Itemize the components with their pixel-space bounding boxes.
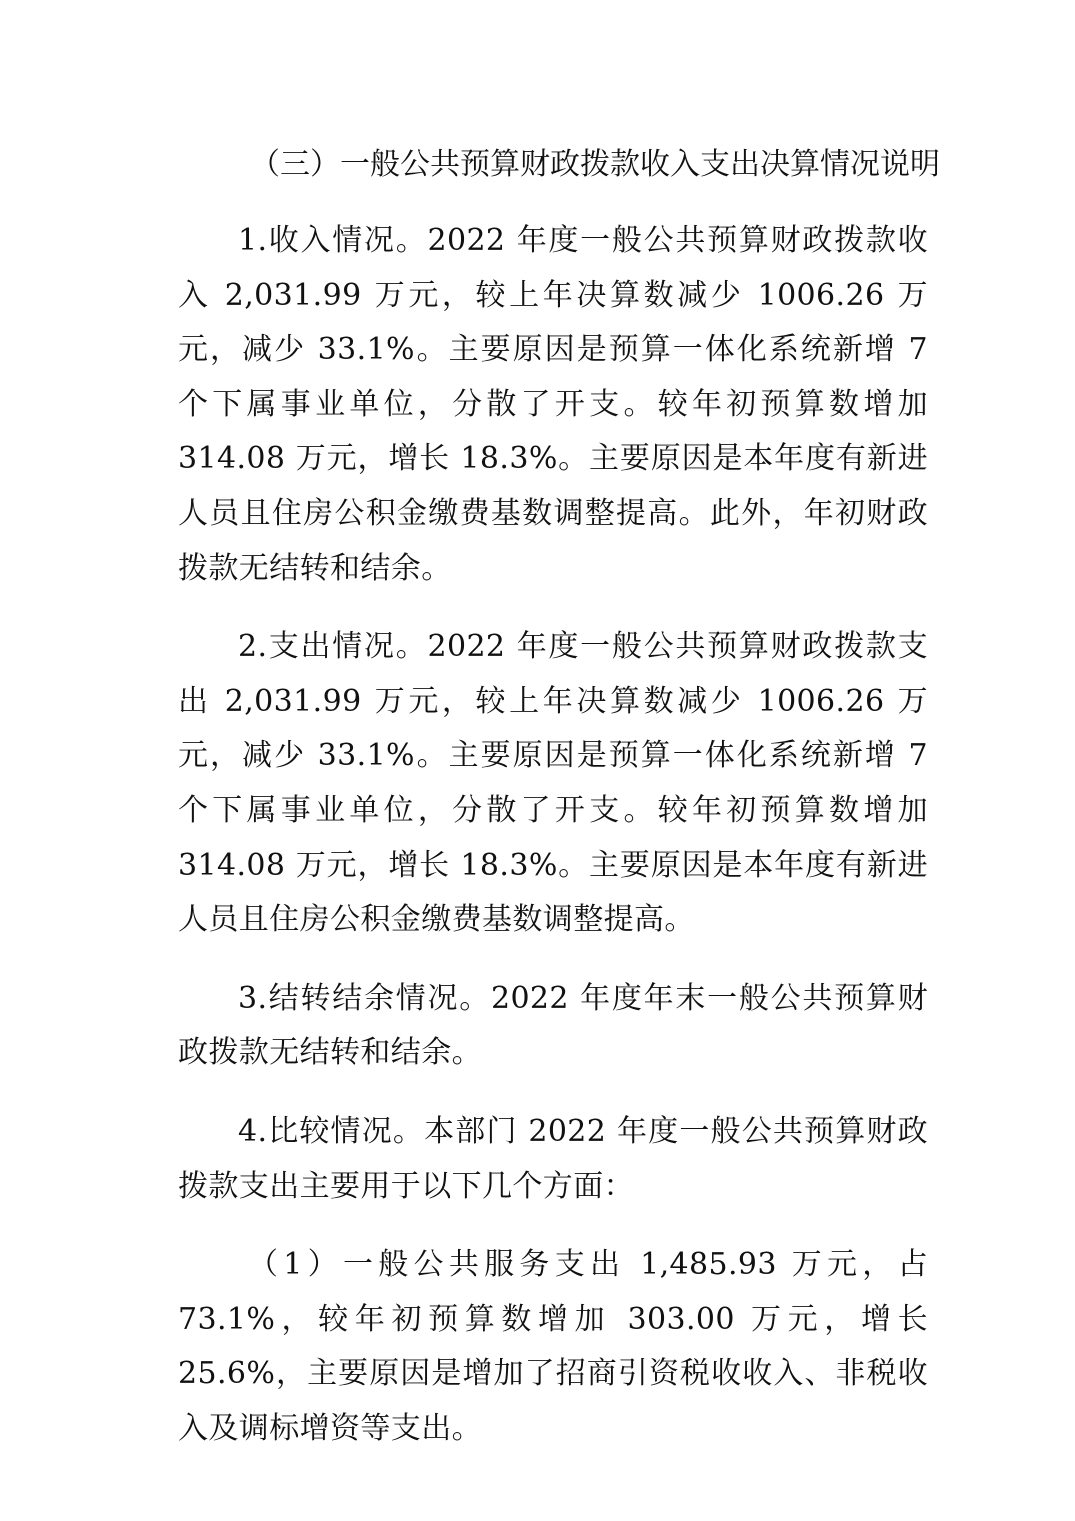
paragraph-general-public-services: （1）一般公共服务支出 1,485.93 万元，占 73.1%，较年初预算数增加 303.00 万元，增长 25.6%，主要原因是增加了招商引资税收收入、非税收入及调标增资等支出。 [178,1247,928,1446]
paragraph-comparison: 4.比较情况。本部门 2022 年度一般公共预算财政拨款支出主要用于以下几个方面： [178,1113,928,1204]
paragraph-expenditure: 2.支出情况。2022 年度一般公共预算财政拨款支出 2,031.99 万元，较上年决算数减少 1006.26 万元，减少 33.1%。主要原因是预算一体化系统新增 7 个下属事业单位，分散了开支。较年初预算数增加 314.08 万元，增长 18.3%。主要原因是本年度有新进人员且住房公积金缴费基数调整提高。 [178,629,928,938]
paragraph-income: 1.收入情况。2022 年度一般公共预算财政拨款收入 2,031.99 万元，较上年决算数减少 1006.26 万元，减少 33.1%。主要原因是预算一体化系统新增 7 个下属事业单位，分散了开支。较年初预算数增加 314.08 万元，增长 18.3%。主要原因是本年度有新进人员且住房公积金缴费基数调整提高。此外，年初财政拨款无结转和结余。 [178,223,928,586]
paragraph-carryover: 3.结转结余情况。2022 年度年末一般公共预算财政拨款无结转和结余。 [178,980,928,1071]
document-page [178,138,940,1480]
section-title: （三）一般公共预算财政拨款收入支出决算情况说明 [250,147,940,182]
